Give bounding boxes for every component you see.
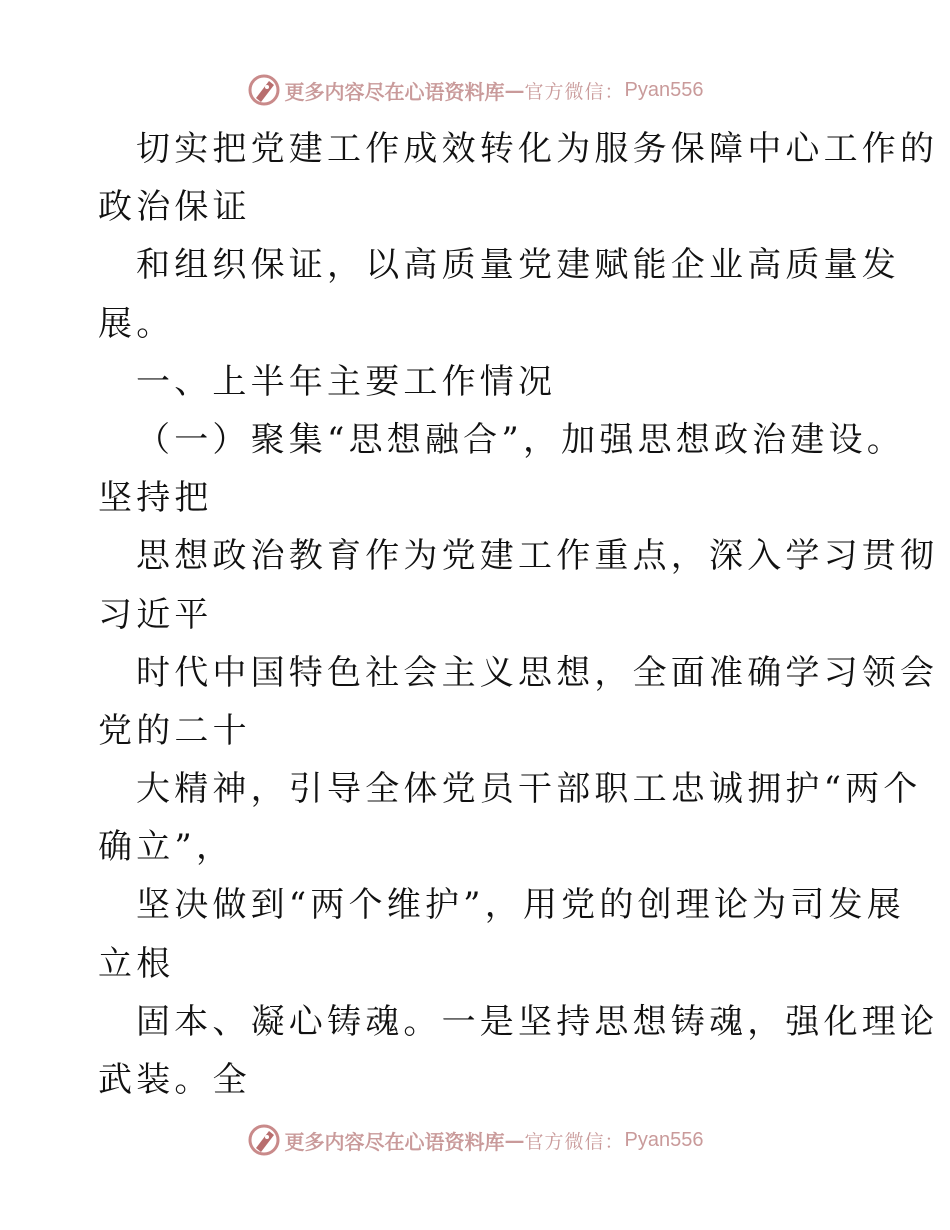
body-line: 思想政治教育作为党建工作重点，深入学习贯彻 [136, 536, 939, 577]
watermark-wechat-label: 官方微信： [524, 80, 625, 103]
body-line: 确立”， [98, 827, 235, 868]
body-line: 党的二十 [98, 710, 251, 751]
pen-nib-logo-icon [247, 1123, 281, 1157]
footer-watermark [0, 1120, 950, 1160]
watermark-wechat-id: Pyan556 [624, 1128, 704, 1151]
body-line: 固本、凝心铸魂。一是坚持思想铸魂，强化理论 [136, 1001, 939, 1042]
body-line: 政治保证 [98, 187, 251, 228]
body-line: 习近平 [98, 594, 213, 635]
body-line: 武装。全 [98, 1060, 251, 1100]
body-line: 时代中国特色社会主义思想，全面准确学习领会 [136, 652, 939, 693]
pen-nib-logo-icon [247, 73, 281, 107]
body-line: 坚决做到“两个维护”，用党的创理论为司发展 [136, 885, 905, 926]
watermark-site-text: 更多内容尽在心语资料库 [284, 79, 505, 104]
body-line: 大精神，引导全体党员干部职工忠诚拥护“两个 [136, 769, 922, 810]
watermark-dash: — [504, 78, 525, 102]
section-heading: 一、上半年主要工作情况 [136, 361, 557, 402]
subsection-heading: （一）聚集“思想融合”，加强思想政治建设。 [136, 419, 905, 460]
watermark-wechat-id: Pyan556 [624, 78, 704, 101]
watermark-dash: — [504, 1128, 525, 1152]
watermark-site-text: 更多内容尽在心语资料库 [284, 1129, 505, 1154]
body-line: 切实把党建工作成效转化为服务保障中心工作的 [136, 129, 939, 169]
body-line: 展。 [98, 303, 175, 344]
body-line: 坚持把 [98, 478, 213, 519]
watermark-wechat-label: 官方微信： [524, 1130, 625, 1153]
document-body [98, 120, 939, 1109]
header-watermark [0, 70, 950, 110]
body-line: 立根 [98, 943, 175, 984]
body-line: 和组织保证，以高质量党建赋能企业高质量发 [136, 245, 900, 286]
